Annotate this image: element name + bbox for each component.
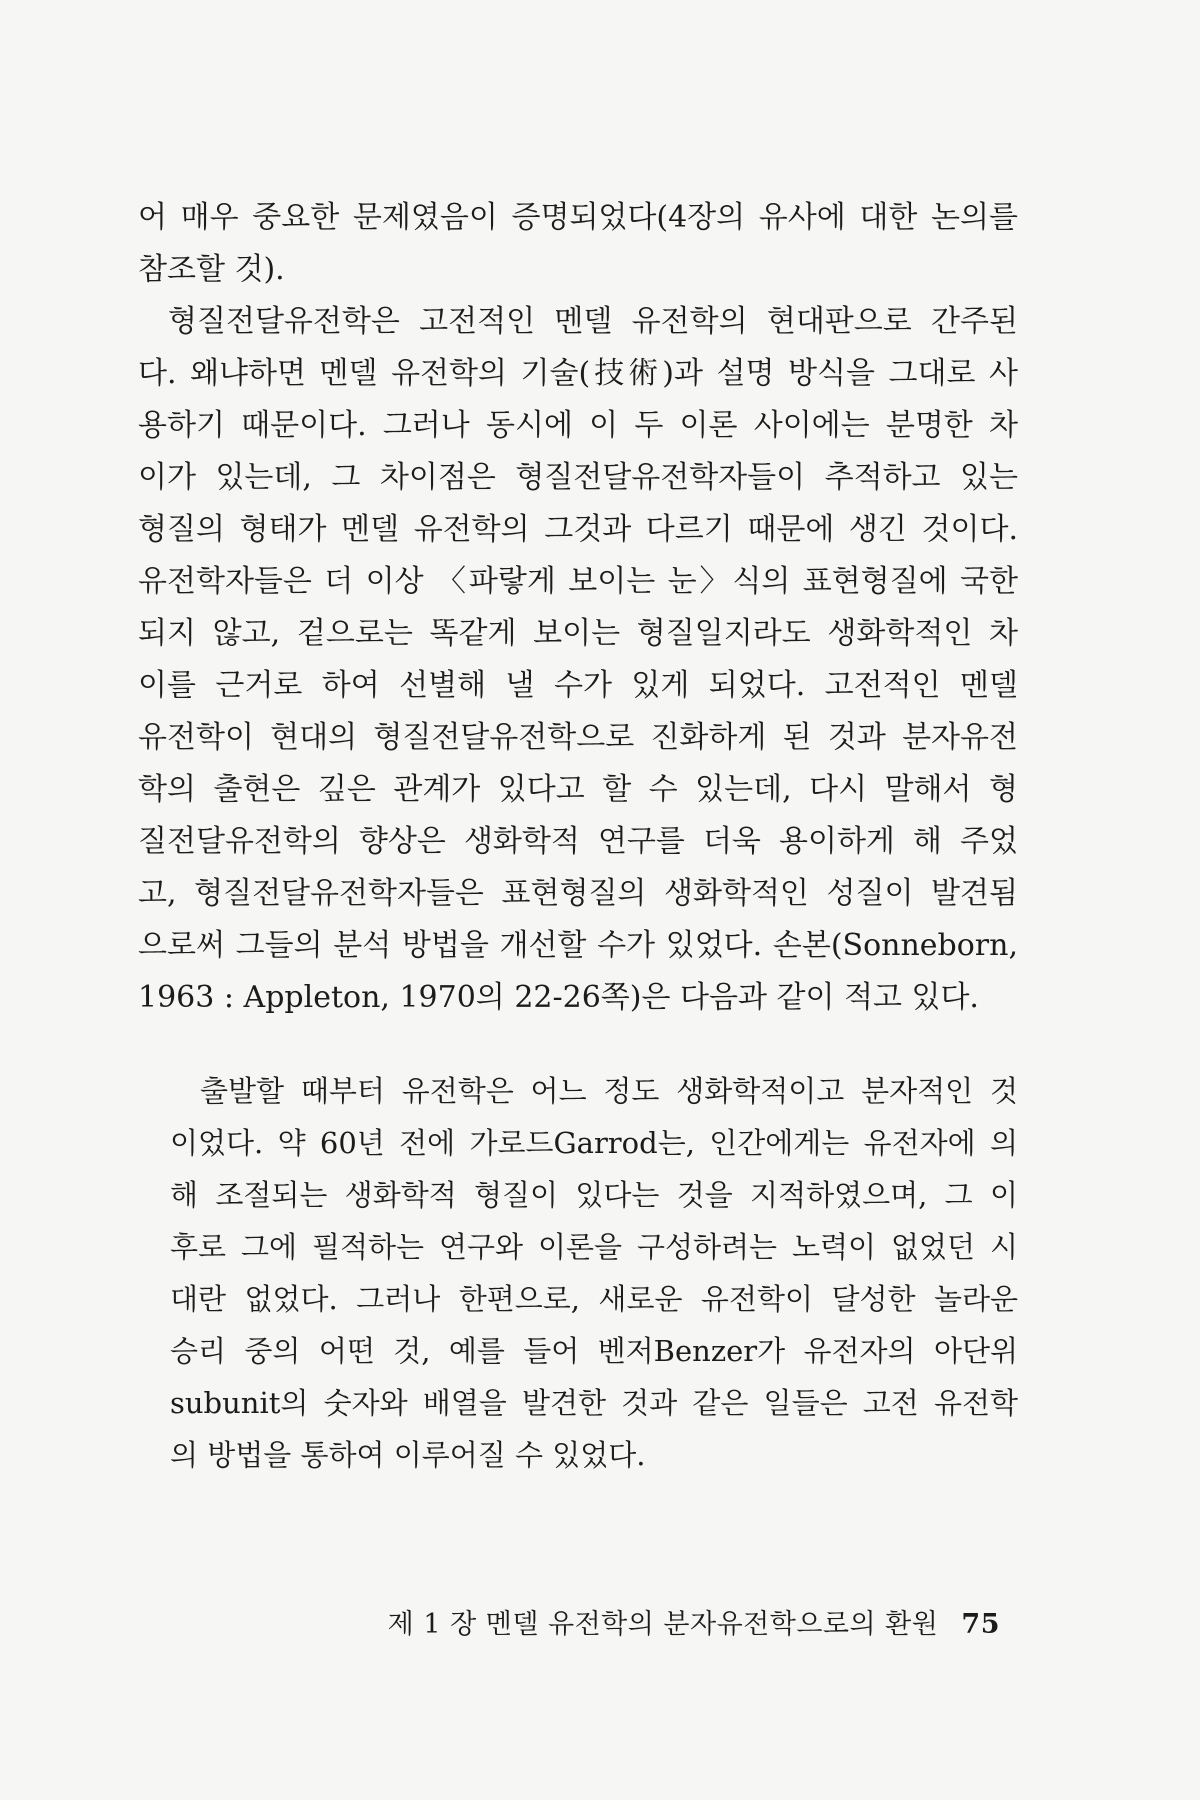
body-line: 이를 근거로 하여 선별해 낼 수가 있게 되었다. 고전적인 멘델 (138, 668, 1018, 703)
quote-line: 의 방법을 통하여 이루어질 수 있었다. (170, 1438, 646, 1472)
body-line: 학의 출현은 깊은 관계가 있다고 할 수 있는데, 다시 말해서 형 (138, 772, 1018, 807)
quote-line: 대란 없었다. 그러나 한편으로, 새로운 유전학이 달성한 놀라운 (170, 1282, 1018, 1316)
body-line: 이가 있는데, 그 차이점은 형질전달유전학자들이 추적하고 있는 (138, 460, 1018, 495)
block-quote (170, 1065, 1018, 1481)
body-line: 고, 형질전달유전학자들은 표현형질의 생화학적인 성질이 발견됨 (138, 876, 1018, 911)
body-line: 형질의 형태가 멘델 유전학의 그것과 다르기 때문에 생긴 것이다. (138, 512, 1018, 547)
chapter-title: 제 1 장 멘델 유전학의 분자유전학으로의 환원 (387, 1609, 939, 1640)
body-line: 되지 않고, 겉으로는 똑같게 보이는 형질일지라도 생화학적인 차 (138, 616, 1018, 651)
body-line: 다. 왜냐하면 멘델 유전학의 기술(技術)과 설명 방식을 그대로 사 (138, 356, 1018, 391)
running-footer (360, 1602, 1000, 1641)
quote-line: subunit의 숫자와 배열을 발견한 것과 같은 일들은 고전 유전학 (170, 1386, 1018, 1420)
body-line: 용하기 때문이다. 그러나 동시에 이 두 이론 사이에는 분명한 차 (138, 408, 1018, 443)
quote-line: 출발할 때부터 유전학은 어느 정도 생화학적이고 분자적인 것 (200, 1074, 1018, 1108)
quote-line: 해 조절되는 생화학적 형질이 있다는 것을 지적하였으며, 그 이 (170, 1178, 1018, 1212)
body-text (138, 192, 1018, 1024)
body-line: 어 매우 중요한 문제였음이 증명되었다(4장의 유사에 대한 논의를 (138, 200, 1018, 235)
page-number: 75 (961, 1609, 1000, 1640)
quote-line: 이었다. 약 60년 전에 가로드Garrod는, 인간에게는 유전자에 의 (170, 1126, 1018, 1160)
body-line: 으로써 그들의 분석 방법을 개선할 수가 있었다. 손본(Sonneborn, (138, 928, 1018, 963)
body-line: 유전학자들은 더 이상 〈파랗게 보이는 눈〉식의 표현형질에 국한 (138, 564, 1018, 599)
body-line: 질전달유전학의 향상은 생화학적 연구를 더욱 용이하게 해 주었 (138, 824, 1018, 859)
quote-line: 승리 중의 어떤 것, 예를 들어 벤저Benzer가 유전자의 아단위 (170, 1334, 1018, 1368)
body-line: 참조할 것). (138, 252, 285, 287)
body-line: 형질전달유전학은 고전적인 멘델 유전학의 현대판으로 간주된 (168, 304, 1018, 339)
body-line: 1963 : Appleton, 1970의 22-26쪽)은 다음과 같이 적고 있다. (138, 980, 979, 1015)
body-line: 유전학이 현대의 형질전달유전학으로 진화하게 된 것과 분자유전 (138, 720, 1018, 755)
quote-line: 후로 그에 필적하는 연구와 이론을 구성하려는 노력이 없었던 시 (170, 1230, 1018, 1264)
